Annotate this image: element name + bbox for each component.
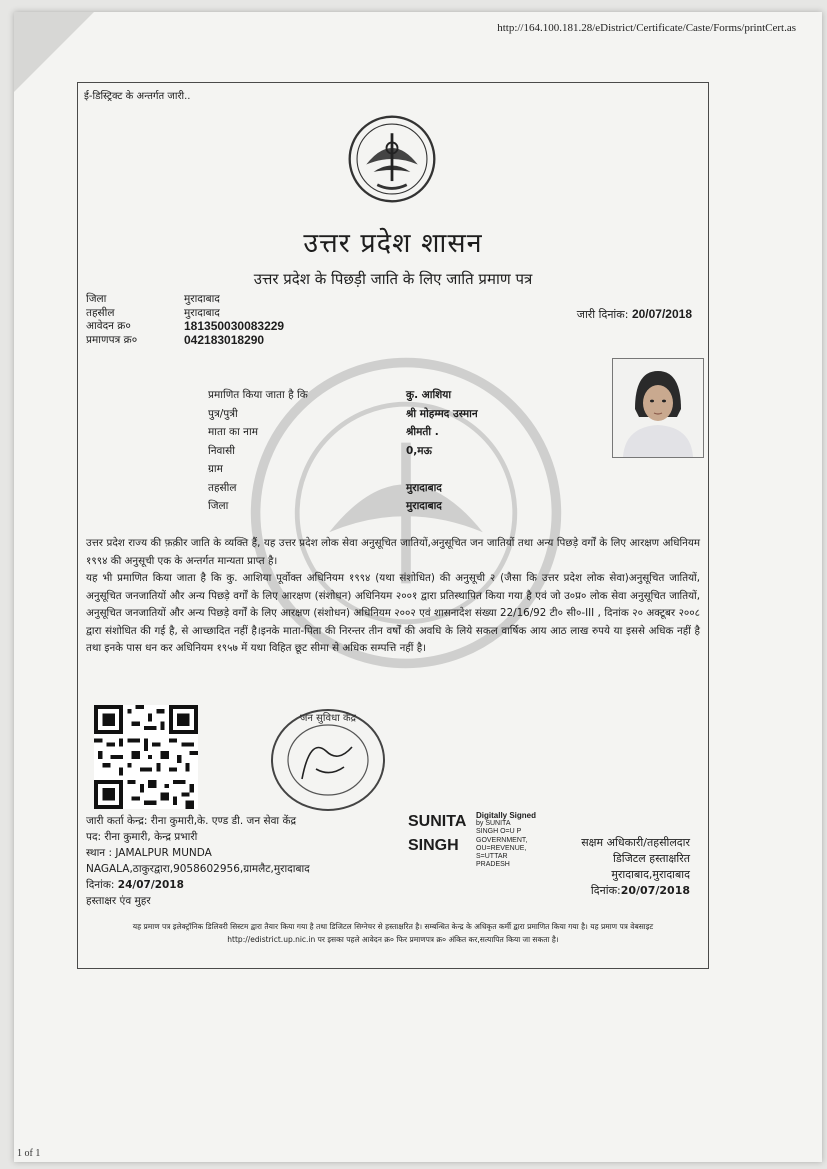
issue-date — [577, 307, 692, 322]
caste-paragraph: उत्तर प्रदेश राज्य की फ़क़ीर जाति के व्यक्ति हैं, यह उत्तर प्रदेश लोक सेवा अनुसूचित जातियों,अनुसूचित जन जातियों तथा अन्य पिछड़े वर्गों के लिए आरक्षण अधिनियम १९९४ की अनुसूची एक के अन्तर्गत मान्यता प्राप्त है। — [86, 537, 700, 567]
certificate-meta — [86, 293, 284, 347]
digisig-line: PRADESH — [476, 861, 510, 869]
signature-type: डिजिटल हस्ताक्षरित — [613, 852, 690, 865]
issuer-date — [86, 877, 310, 893]
certificate-subtitle: उत्तर प्रदेश के पिछड़ी जाति के लिए जाति प्रमाण पत्र — [253, 270, 533, 288]
page-indicator: 1 of 1 — [17, 1148, 41, 1159]
certificate-frame — [77, 82, 709, 969]
digisig-line: by SUNITA — [476, 820, 511, 828]
tehsil-label: तहसील — [86, 306, 115, 319]
issue-date-value: 20/07/2018 — [631, 307, 692, 321]
folded-corner — [14, 12, 94, 92]
person-photo-icon — [613, 359, 703, 457]
verification-disclaimer: यह प्रमाण पत्र इलेक्ट्रॉनिक डिलिवरी सिस्टम द्वारा तैयार किया गया है तथा डिजिटल सिग्नेचर से हस्ताक्षरित है। सम्बन्धित केन्द्र के अधिकृत कर्मी द्वारा प्रमाणित किया गया है। यह प्रमाण पत्र वेबसाइट http://edistrict.up.nic.in पर इसका पहले आवेदन क्र० फिर प्रमाणपत्र क्र० अंकित कर,सत्यापित किया जा सकता है। — [132, 922, 654, 944]
application-number-label: आवेदन क्र० — [86, 320, 131, 332]
digisig-line: Digitally Signed — [476, 811, 537, 820]
district-label: जिला — [86, 293, 107, 305]
tehsil-value: मुरादाबाद — [184, 306, 220, 319]
applicant-photo — [612, 358, 704, 458]
issuer-block — [86, 813, 310, 909]
jan-suvidha-kendra-seal — [268, 707, 388, 813]
certificate-number: 042183018290 — [184, 332, 265, 347]
issuer-post: पद: रीना कुमारी, केन्द्र प्रभारी — [86, 831, 198, 843]
digital-signer-name — [408, 810, 466, 858]
authority-place: मुरादाबाद,मुरादाबाद — [611, 868, 690, 881]
issue-date-label: जारी दिनांक: — [576, 308, 629, 321]
applicant-details — [208, 386, 478, 516]
certificate-body — [86, 535, 700, 658]
print-url: http://164.100.181.28/eDistrict/Certificate/Caste/Forms/printCert.as — [497, 22, 796, 34]
authority-date — [581, 883, 690, 899]
edistrict-note: ई-डिस्ट्रिक्ट के अन्तर्गत जारी.. — [84, 91, 191, 102]
resident-label: निवासी — [208, 444, 235, 457]
detail-district-label: जिला — [208, 500, 229, 512]
certify-label: प्रमाणित किया जाता है कि — [208, 389, 308, 401]
document-page — [14, 12, 822, 1162]
authority-date-label: दिनांक: — [590, 884, 621, 897]
issuer-date-value: 24/07/2018 — [117, 879, 184, 891]
signer-first-name: SUNITA — [408, 813, 467, 830]
district-value: मुरादाबाद — [184, 293, 220, 305]
digisig-line: S=UTTAR — [476, 853, 508, 861]
mother-label: माता का नाम — [208, 426, 258, 438]
parent-label: पुत्र/पुत्री — [208, 407, 238, 420]
issuer-date-label: दिनांक: — [86, 879, 115, 891]
digisig-line: SINGH O=U P — [476, 828, 522, 836]
detail-tehsil-value: मुरादाबाद — [406, 481, 442, 494]
digital-signature-details — [476, 812, 536, 869]
certificate-title: उत्तर प्रदेश शासन — [303, 228, 483, 259]
applicant-name: कु. आशिया — [406, 389, 452, 401]
resident-value: 0,मऊ — [406, 444, 432, 457]
digisig-line: OU=REVENUE, — [476, 844, 527, 852]
digisig-line: GOVERNMENT, — [476, 836, 528, 844]
signer-last-name: SINGH — [408, 837, 459, 854]
up-government-emblem — [346, 113, 438, 205]
authority-date-value: 20/07/2018 — [620, 884, 690, 897]
village-label: ग्राम — [208, 463, 223, 475]
qr-code — [94, 705, 198, 809]
detail-district-value: मुरादाबाद — [406, 500, 442, 512]
issuer-place-line2: NAGALA,ठाकुरद्वारा,9058602956,ग्रामलैट,मुरादाबाद — [86, 863, 310, 875]
sign-seal-label: हस्ताक्षर एंव मुहर — [86, 895, 151, 907]
certificate-number-label: प्रमाणपत्र क्र० — [86, 333, 138, 346]
authority-block — [581, 835, 690, 899]
eligibility-paragraph: यह भी प्रमाणित किया जाता है कि कु. आशिया पूर्वोक्त अधिनियम १९९४ (यथा संशोधित) की अनुसूची २ (जैसा कि उत्तर प्रदेश लोक सेवा)अनुसूचित जातियों, अनुसूचित जनजातियों और अन्य पिछड़े वर्गों के लिए आरक्षण (संशोधन) अधिनियम २००१ द्वारा प्रतिस्थापित किया गया है एवं जो उ०प्र० लोक सेवा अनुसूचित जातियों, अनुसूचित जनजातियों और अन्य पिछड़े वर्गों के लिए आरक्षण (संशोधन) अधिनियम २००२ एवं शासनादेश संख्या 22/16/92 टी० सी०-III , दिनांक २० अक्टूबर २००८ द्वारा संशोधित की गई है, से आच्छादित नहीं है।इनके माता-पिता की निरन्तर तीन वर्षों की अवधि के लिये सकल वार्षिक आय आठ लाख रुपये या इससे अधिक नहीं है तथा इनके पास धन कर अधिनियम १९५७ में यथा विहित छूट सीमा से अधिक सम्पत्ति नहीं है। — [86, 572, 700, 654]
seal-text: जन सुविधा केंद्र — [300, 713, 356, 724]
parent-name: श्री मोहम्मद उस्मान — [406, 407, 478, 420]
application-number: 181350030083229 — [184, 319, 285, 333]
mother-name: श्रीमती . — [406, 426, 439, 438]
issuing-center: जारी कर्ता केन्द्र: रीना कुमारी,के. एण्ड डी. जन सेवा केंद्र — [86, 815, 297, 827]
detail-tehsil-label: तहसील — [208, 481, 237, 494]
authority-title: सक्षम अधिकारी/तहसीलदार — [581, 836, 690, 849]
issuer-place-line1: स्थान : JAMALPUR MUNDA — [86, 847, 212, 859]
